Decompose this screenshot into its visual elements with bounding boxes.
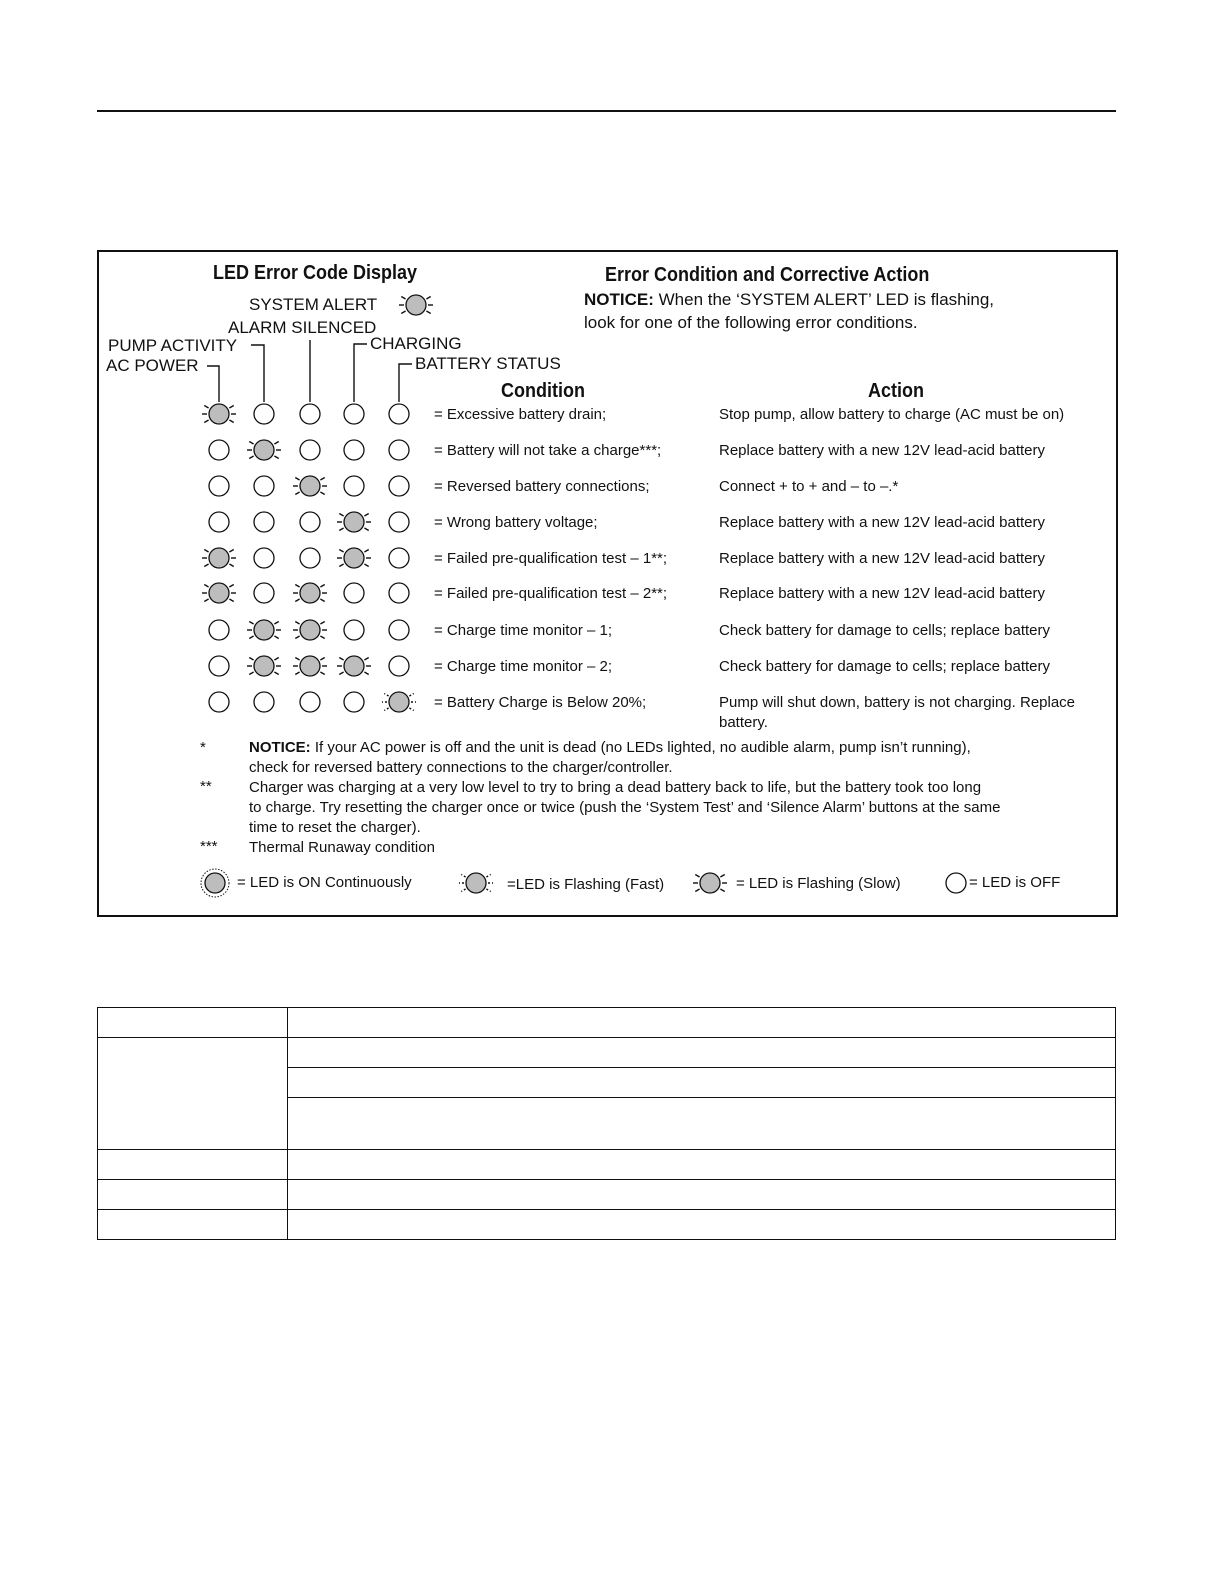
legend-slow-text: = LED is Flashing (Slow) [736,875,901,892]
battery-status-led [389,548,409,568]
condition-header: Condition [501,380,585,402]
row-condition: = Failed pre-qualification test – 1**; [434,550,668,567]
battery-status-led [382,692,416,712]
alarm-silenced-led [293,476,327,496]
legend-off-text: = LED is OFF [969,874,1061,891]
legend-off-icon [946,873,966,893]
charging-led [337,548,371,568]
battery-status-led [389,583,409,603]
footnote-2-line1: Charger was charging at a very low level to try to bring a dead battery back to life, but the battery took too long [249,779,982,796]
table-cell [98,1038,288,1150]
pump-activity-led [254,512,274,532]
legend-fast-icon [459,873,493,893]
pump-activity-led [247,656,281,676]
row-action: Stop pump, allow battery to charge (AC must be on) [719,406,1065,423]
table-cell [98,1150,288,1180]
ac-power-led [209,440,229,460]
row-condition: = Failed pre-qualification test – 2**; [434,585,668,602]
table-cell [98,1210,288,1240]
pump-activity-led [254,548,274,568]
charging-led [344,404,364,424]
alarm-silenced-led [300,404,320,424]
charging-led [344,620,364,640]
row-condition: = Reversed battery connections; [434,478,650,495]
led-error-panel [97,250,1118,917]
alarm-silenced-led [293,656,327,676]
table-cell [98,1008,288,1038]
row-condition: = Battery Charge is Below 20%; [434,694,647,711]
row-condition: = Charge time monitor – 2; [434,658,613,675]
ac-power-led [209,512,229,532]
charging-led [344,692,364,712]
label-battery-status: BATTERY STATUS [415,354,561,373]
pump-activity-led [247,440,281,460]
notice-text: When the ‘SYSTEM ALERT’ LED is flashing, [653,290,995,309]
pump-activity-led [254,404,274,424]
system-alert-icon [399,295,433,315]
ac-power-led [209,692,229,712]
row-action-line2: battery. [719,714,768,731]
table-cell [288,1150,1116,1180]
footnote-2-mark: ** [200,778,212,795]
connector-line [399,364,412,402]
table-cell [288,1038,1116,1068]
row-action: Connect + to + and – to –.* [719,478,899,495]
label-pump-activity: PUMP ACTIVITY [108,336,238,355]
row-action: Replace battery with a new 12V lead-acid battery [719,585,1046,602]
charging-led [337,656,371,676]
ac-power-led [209,476,229,496]
footnote-1-line1 [249,738,971,758]
legend-on-icon [201,869,229,897]
top-rule [97,110,1116,112]
row-action: Check battery for damage to cells; replace battery [719,622,1050,639]
label-charging: CHARGING [370,334,462,353]
label-system-alert: SYSTEM ALERT [249,295,378,314]
connector-line [207,366,219,402]
pump-activity-led [254,476,274,496]
label-ac-power: AC POWER [106,356,199,375]
row-action: Pump will shut down, battery is not charging. Replace [719,694,1076,711]
table-cell [288,1068,1116,1098]
legend-slow-icon [693,873,727,893]
ac-power-led [209,620,229,640]
battery-status-led [389,620,409,640]
ac-power-led [202,583,236,603]
battery-status-led [389,476,409,496]
alarm-silenced-led [300,692,320,712]
battery-status-led [389,656,409,676]
charging-led [344,440,364,460]
error-condition-title: Error Condition and Corrective Action [605,264,930,286]
legend-on-text: = LED is ON Continuously [237,874,412,891]
table-row [98,1210,1116,1240]
blank-table [97,1007,1116,1240]
footnote-3-line1: Thermal Runaway condition [249,839,435,856]
footnote-1-text: If your AC power is off and the unit is dead (no LEDs lighted, no audible alarm, pump isn’t running), [310,739,971,756]
ac-power-led [209,656,229,676]
footnote-1-mark: * [200,739,206,756]
label-alarm-silenced: ALARM SILENCED [228,318,377,337]
alarm-silenced-led [293,620,327,640]
charging-led [337,512,371,532]
notice-label: NOTICE: [584,290,654,309]
footnote-2-line3: time to reset the charger). [249,819,421,836]
led-display-title: LED Error Code Display [213,262,418,284]
row-action: Replace battery with a new 12V lead-acid battery [719,550,1046,567]
battery-status-led [389,404,409,424]
alarm-silenced-led [293,583,327,603]
connector-line [354,344,367,402]
action-header: Action [868,380,924,402]
table-row [98,1150,1116,1180]
legend-fast-text: =LED is Flashing (Fast) [507,876,665,893]
table-cell [288,1180,1116,1210]
pump-activity-led [247,620,281,640]
table-cell [288,1098,1116,1150]
alarm-silenced-led [300,548,320,568]
table-cell [288,1008,1116,1038]
table-row [98,1180,1116,1210]
table-cell [288,1210,1116,1240]
connector-line [251,345,264,402]
alarm-silenced-led [300,440,320,460]
row-condition: = Charge time monitor – 1; [434,622,613,639]
row-condition: = Excessive battery drain; [434,406,607,423]
table-cell [98,1180,288,1210]
row-action: Check battery for damage to cells; replace battery [719,658,1050,675]
pump-activity-led [254,692,274,712]
footnote-1-line2: check for reversed battery connections to the charger/controller. [249,759,673,776]
battery-status-led [389,512,409,532]
charging-led [344,476,364,496]
row-action: Replace battery with a new 12V lead-acid battery [719,514,1046,531]
table-row [98,1038,1116,1068]
footnote-1-notice: NOTICE: [249,739,311,756]
ac-power-led [202,404,236,424]
ac-power-led [202,548,236,568]
row-condition: = Battery will not take a charge***; [434,442,662,459]
row-action: Replace battery with a new 12V lead-acid battery [719,442,1046,459]
pump-activity-led [254,583,274,603]
notice-line2: look for one of the following error conditions. [584,313,918,332]
battery-status-led [389,440,409,460]
alarm-silenced-led [300,512,320,532]
table-row [98,1008,1116,1038]
row-condition: = Wrong battery voltage; [434,514,598,531]
footnote-3-mark: *** [200,838,218,855]
charging-led [344,583,364,603]
footnote-2-line2: to charge. Try resetting the charger once or twice (push the ‘System Test’ and ‘Silence Alarm’ buttons at the same [249,799,1001,816]
notice-line1 [584,290,994,310]
